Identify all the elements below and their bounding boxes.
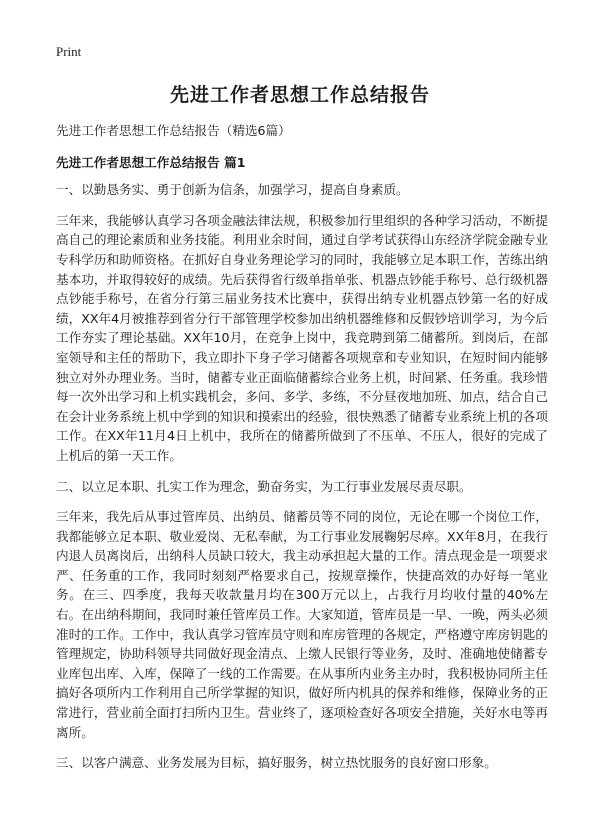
paragraph-1: 一、以勤恳务实、勇于创新为信条，加强学习，提高自身素质。: [56, 182, 409, 198]
print-link[interactable]: Print: [56, 44, 82, 59]
document-title: 先进工作者思想工作总结报告: [169, 84, 430, 106]
paragraph-4: 三年来，我先后从事过管库员、出纳员、储蓄员等不同的岗位，无论在哪一个岗位工作，我都能够立足本职、敬业爱岗、无私奉献，为工行事业发展鞠躬尽瘁。XX年8月，在我行内退人员离岗后，出纳科人员缺口较大，我主动承担起大量的工作。清点现金是一项要求严、任务重的工作，我同时刻刻严格要求自己，按规章操作，快捷高效的办好每一笔业务。在三、四季度，我每天收款量月均在300万元以上，占我行月均收付量的40%左右。在出纳科期间，我同时兼任管库员工作。大家知道，管库员是一早、一晚，两头必须准时的工作。工作中，我认真学习管库员守则和库房管理的各规定，严格遵守库房钥匙的管理规定，协助科领导共同做好现金清点、上缴人民银行等业务，及时、准确地使储蓄专业库包出库、入库，保障了一线的工作需要。在从事所内业务主办时，我积极协同所主任搞好各项所内工作利用自己所学掌握的知识，做好所内机具的保养和维修，保障业务的正常进行，营业前全面打扫所内卫生。营业终了，逐项检查好各项安全措施，关好水电等再离所。: [56, 509, 548, 740]
paragraph-5: 三、以客户满意、业务发展为目标，搞好服务，树立热忱服务的良好窗口形象。: [56, 755, 497, 771]
section-heading: 先进工作者思想工作总结报告 篇1: [56, 154, 246, 170]
document-subtitle: 先进工作者思想工作总结报告（精选6篇）: [56, 123, 291, 138]
paragraph-3: 二、以立足本职、扎实工作为理念，勤奋务实，为工行事业发展尽责尽职。: [56, 478, 472, 494]
paragraph-2: 三年来，我能够认真学习各项金融法律法规，积极参加行里组织的各种学习活动，不断提高自己的理论素质和业务技能。利用业余时间，通过自学考试获得山东经济学院金融专业专科学历和助师资格。在抓好自身业务理论学习的同时，我能够立足本职工作，苦练出纳基本功，并取得较好的成绩。先后获得省行级单指单张、机器点钞能手称号、总行级机器点钞能手称号，在省分行第三届业务技术比赛中，获得出纳专业机器点钞第一名的好成绩，XX年4月被推荐到省分行干部管理学校参加出纳机器维修和反假钞培训学习，为今后工作夯实了理论基础。XX年10月，在竞争上岗中，我竞聘到第二储蓄所。到岗后，在部室领导和主任的帮助下，我立即扑下身子学习储蓄各项规章和专业知识，在短时间内能够独立对外办理业务。当时，储蓄专业正面临储蓄综合业务上机，时间紧、任务重。我珍惜每一次外出学习和上机实践机会，多问、多学、多练，不分昼夜地加班、加点，结合自己在会计业务系统上机中学到的知识和摸索出的经验，很快熟悉了储蓄专业系统上机的各项工作。在XX年11月4日上机中，我所在的储蓄所做到了不压单、不压人，很好的完成了上机后的第一天工作。: [56, 212, 548, 463]
document-body: [56, 121, 548, 784]
